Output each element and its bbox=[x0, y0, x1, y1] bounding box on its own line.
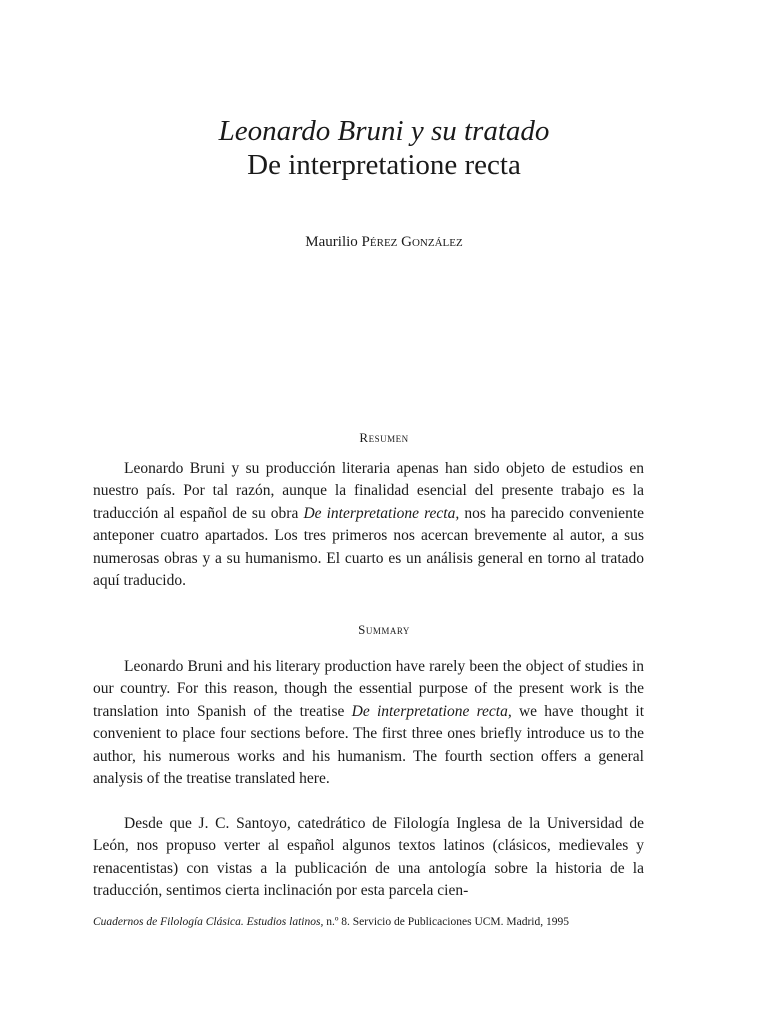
article-title bbox=[0, 114, 768, 182]
resumen-text-after: nos ha parecido conveniente anteponer cuatro apartados. Los tres primeros nos acercan brevemente al autor, a sus numerosas obras y a su humanismo. El cuarto es un análisis general en torno al tratado aquí traducido. bbox=[93, 504, 644, 590]
footer-journal: Cuadernos de Filología Clásica. Estudios latinos, bbox=[93, 916, 324, 928]
resumen-heading: Resumen bbox=[359, 430, 409, 445]
title-line-2: De interpretatione recta bbox=[247, 149, 521, 181]
author-given-name: Maurilio bbox=[305, 234, 358, 250]
title-line-1: Leonardo Bruni y su tratado bbox=[218, 115, 550, 147]
summary-text-before: Leonardo Bruni and his literary production have rarely been the object of studies in our country. For this reason, though the essential purpose of the present work is the translation into Spanish of the treatise bbox=[93, 658, 644, 720]
summary-text-after: we have thought it convenient to place four sections before. The first three ones briefly introduce us to the author, his numerous works and his humanism. The fourth section offers a general analysis of the treatise translated here. bbox=[93, 702, 644, 788]
summary-heading: Summary bbox=[358, 622, 410, 637]
body-paragraph: Desde que J. C. Santoyo, catedrático de Filología Inglesa de la Universidad de León, nos propuso verter al español algunos textos latinos (clásicos, medievales y renacentistas) con vistas a la publicación de una antología sobre la historia de la traducción, sentimos cierta inclinación por esta parcela cien- bbox=[93, 815, 644, 900]
footer-details: n.º 8. Servicio de Publicaciones UCM. Madrid, 1995 bbox=[323, 916, 570, 928]
author-surname: Pérez González bbox=[361, 234, 463, 250]
author-name bbox=[0, 232, 768, 252]
resumen-text-italic: De interpretatione recta, bbox=[303, 504, 460, 522]
footer-citation bbox=[93, 914, 644, 930]
footer-divider bbox=[93, 906, 644, 907]
summary-paragraph bbox=[93, 656, 644, 790]
resumen-text-before: Leonardo Bruni y su producción literaria apenas han sido objeto de estudios en nuestro país. Por tal razón, aunque la finalidad esencial del presente trabajo es la traducción al español de su obra bbox=[93, 460, 644, 522]
summary-text-italic: De interpretatione recta, bbox=[351, 702, 512, 720]
resumen-paragraph bbox=[93, 458, 644, 592]
